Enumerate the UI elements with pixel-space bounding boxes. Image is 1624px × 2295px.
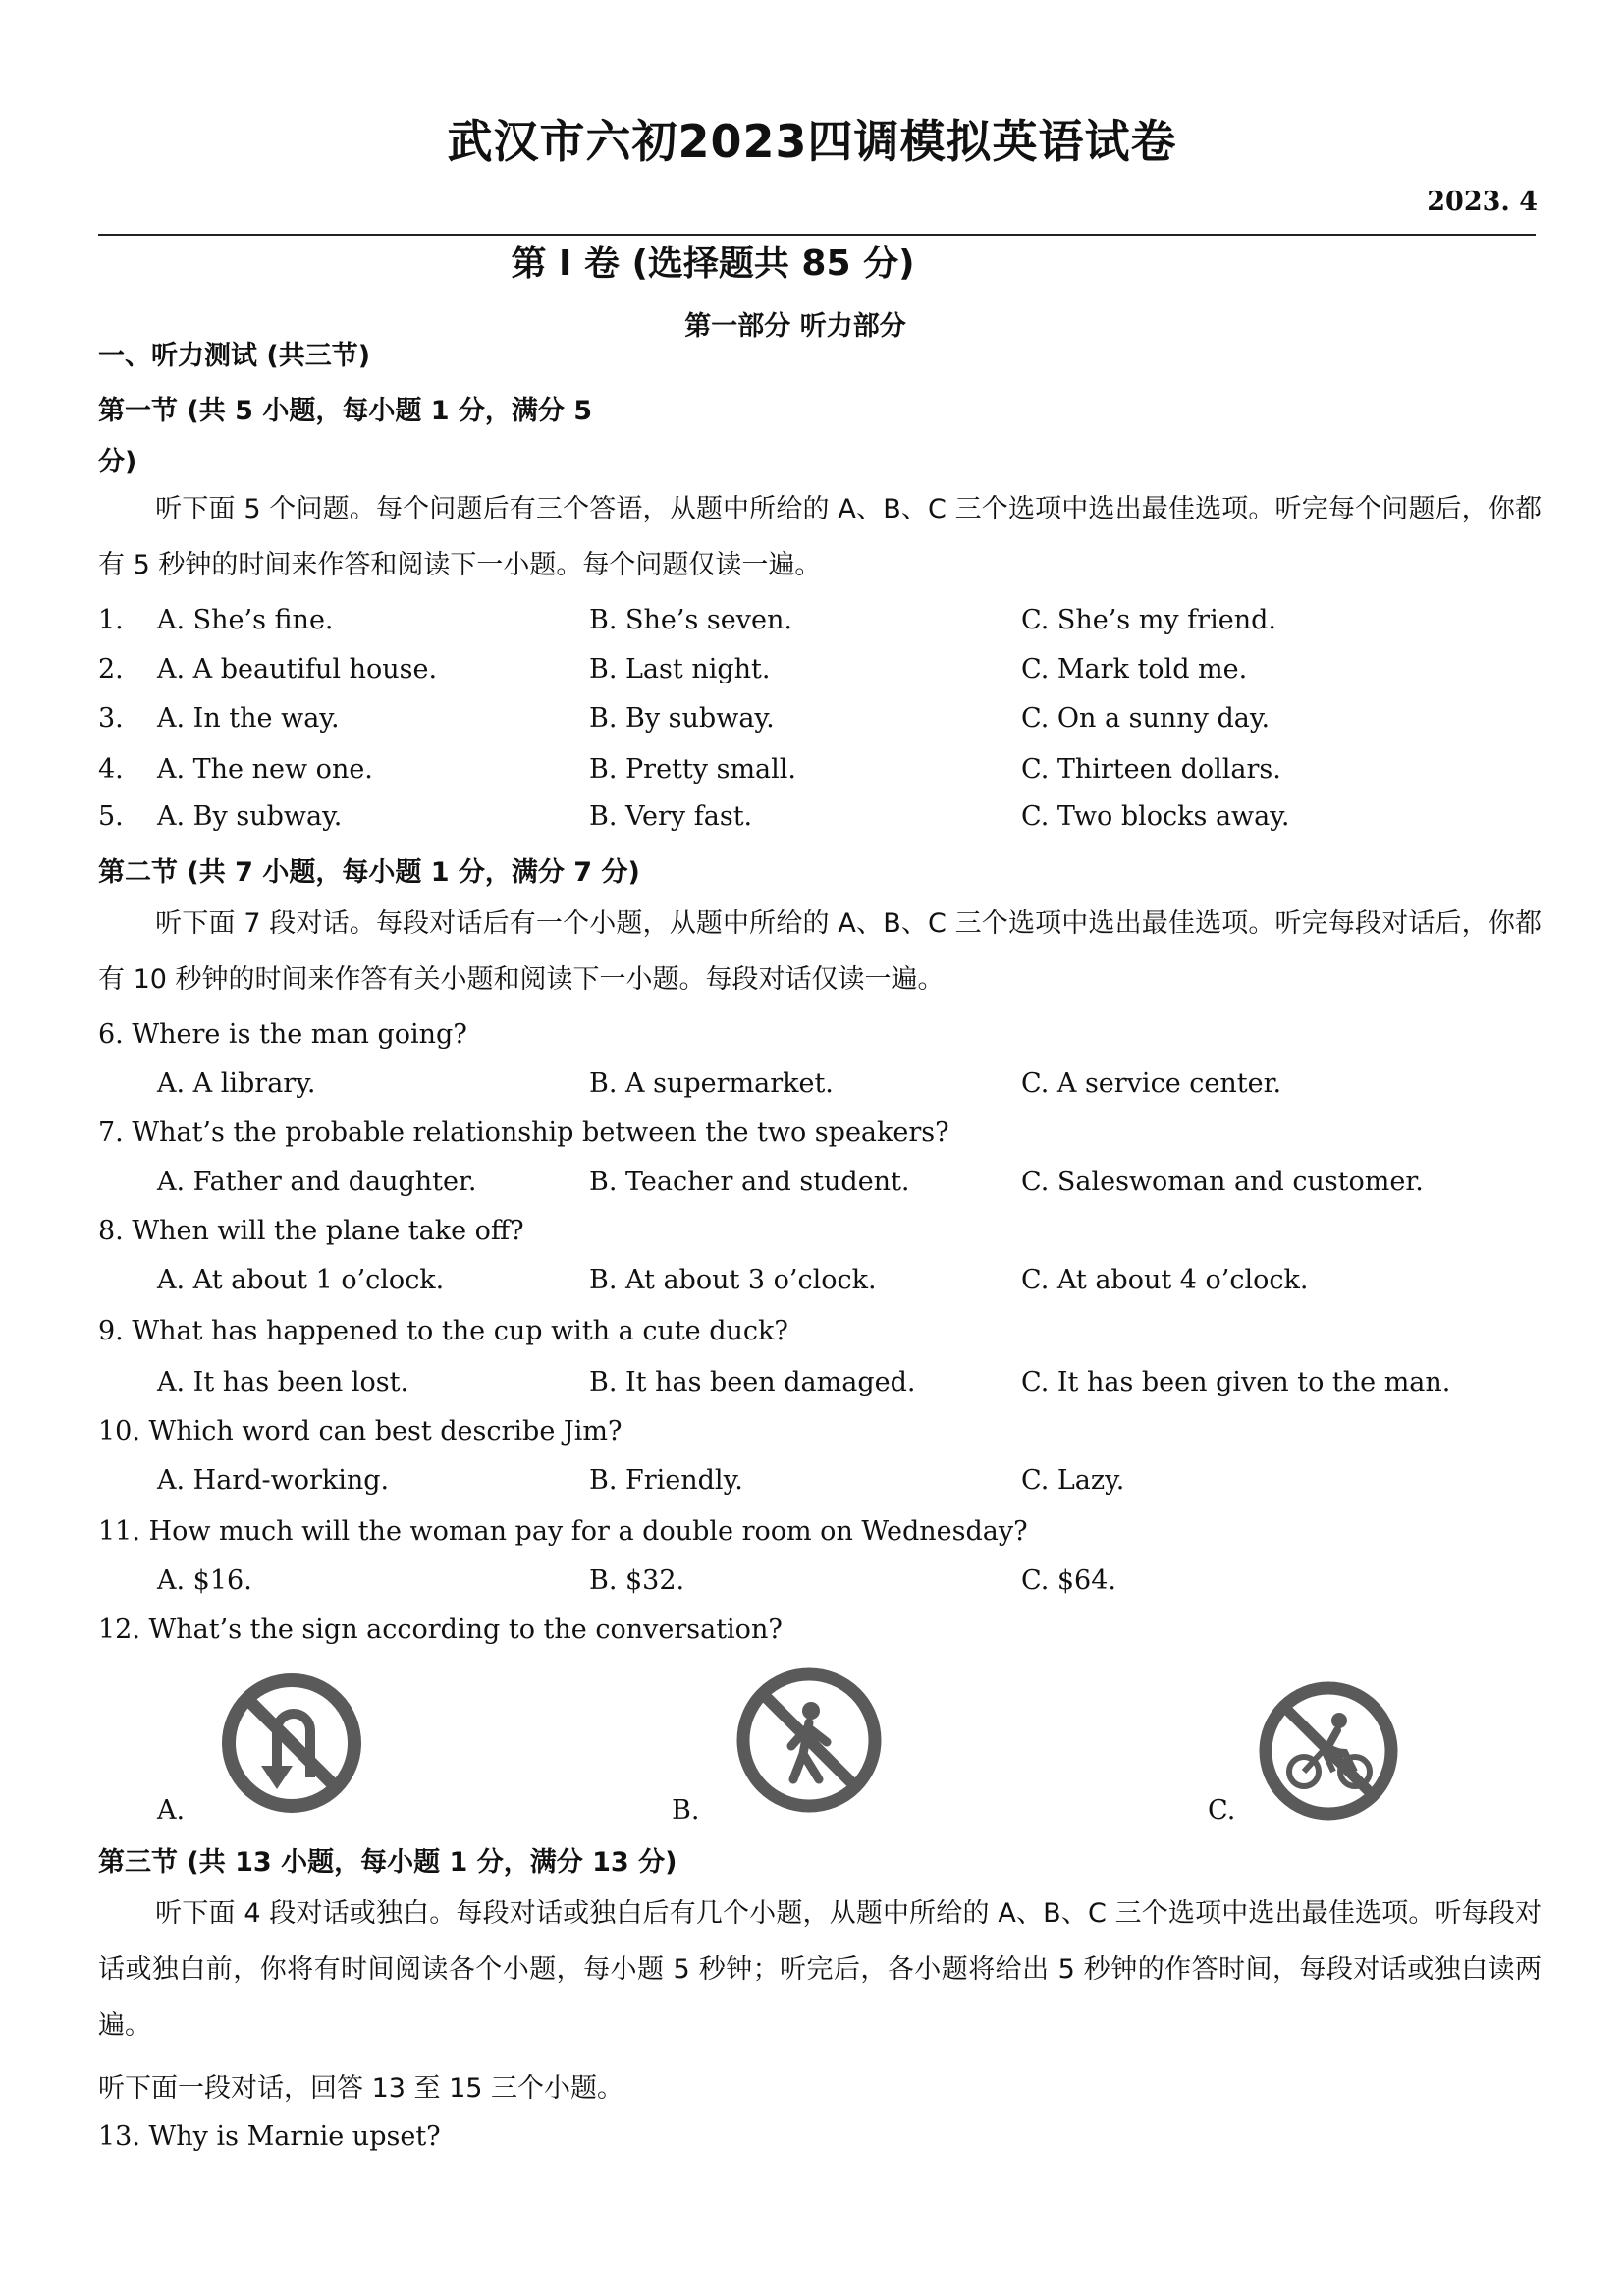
exam-date: 2023. 4 [1427,187,1538,217]
part1-instructions-text: 听下面 5 个问题。每个问题后有三个答语，从题中所给的 A、B、C 三个选项中选出最佳选项。听完每个问题后，你都有 5 秒钟的时间来作答和阅读下一小题。每个问题仅读一遍。 [98,494,1542,580]
q13-stem: 13. Why is Marnie upset? [98,2121,441,2152]
q6-stem: 6. Where is the man going? [98,1019,467,1050]
part-title: 第一部分 听力部分 [684,311,906,342]
q4-number: 4. [98,754,124,785]
q10-option-c: C. Lazy. [1021,1465,1125,1496]
q6-option-a: A. A library. [157,1068,316,1099]
q10-option-a: A. Hard-working. [157,1465,390,1496]
no-cycling-sign-icon [1255,1677,1402,1825]
part2-heading: 第二节 (共 7 小题，每小题 1 分，满分 7 分) [98,857,640,888]
q1-option-c: C. She’s my friend. [1021,605,1276,635]
q2-option-a: A. A beautiful house. [157,654,438,684]
q7-option-a: A. Father and daughter. [157,1167,477,1197]
part1-instructions [98,481,1542,593]
part1-heading-line1: 第一节 (共 5 小题，每小题 1 分，满分 5 [98,396,593,426]
q5-option-a: A. By subway. [157,801,343,832]
q11-option-c: C. $64. [1021,1565,1116,1596]
q3-option-c: C. On a sunny day. [1021,703,1271,734]
q5-option-b: B. Very fast. [589,801,753,832]
q7-stem: 7. What’s the probable relationship between the two speakers? [98,1118,949,1148]
part2-instructions [98,896,1542,1008]
part2-instructions-text: 听下面 7 段对话。每段对话后有一个小题，从题中所给的 A、B、C 三个选项中选出最佳选项。听完每段对话后，你都有 10 秒钟的时间来作答有关小题和阅读下一小题。每段对话仅读一遍。 [98,908,1542,995]
q1-number: 1. [98,605,124,635]
q9-stem: 9. What has happened to the cup with a cute duck? [98,1316,788,1346]
q1-option-b: B. She’s seven. [589,605,792,635]
q9-option-a: A. It has been lost. [157,1367,409,1397]
q2-number: 2. [98,654,124,684]
q8-stem: 8. When will the plane take off? [98,1216,524,1246]
part3-instructions [98,1885,1542,2053]
exam-title: 武汉市六初2023四调模拟英语试卷 [447,115,1177,168]
q9-option-c: C. It has been given to the man. [1021,1367,1451,1397]
part3-heading: 第三节 (共 13 小题，每小题 1 分，满分 13 分) [98,1847,677,1878]
q2-option-c: C. Mark told me. [1021,654,1248,684]
q1-option-a: A. She’s fine. [157,605,334,635]
q8-option-a: A. At about 1 o’clock. [157,1265,445,1295]
q5-option-c: C. Two blocks away. [1021,801,1290,832]
q4-option-b: B. Pretty small. [589,754,797,785]
q11-option-b: B. $32. [589,1565,685,1596]
no-pedestrians-sign-icon [732,1664,886,1817]
q3-number: 3. [98,703,124,734]
q2-option-b: B. Last night. [589,654,771,684]
q10-stem: 10. Which word can best describe Jim? [98,1416,623,1447]
q7-option-c: C. Saleswoman and customer. [1021,1167,1424,1197]
part1-heading-line2: 分) [98,447,137,477]
section-heading: 一、听力测试 (共三节) [98,341,371,371]
q11-stem: 11. How much will the woman pay for a double room on Wednesday? [98,1516,1028,1547]
q10-option-b: B. Friendly. [589,1465,743,1496]
q6-option-c: C. A service center. [1021,1068,1282,1099]
q4-option-c: C. Thirteen dollars. [1021,754,1281,785]
part3-sub-instruction: 听下面一段对话，回答 13 至 15 三个小题。 [98,2073,624,2104]
q7-option-b: B. Teacher and student. [589,1167,910,1197]
q3-option-b: B. By subway. [589,703,775,734]
q6-option-b: B. A supermarket. [589,1068,834,1099]
q8-option-c: C. At about 4 o’clock. [1021,1265,1309,1295]
q12-option-a-label: A. [157,1795,186,1826]
q8-option-b: B. At about 3 o’clock. [589,1265,877,1295]
no-u-turn-sign-icon [218,1669,365,1817]
q4-option-a: A. The new one. [157,754,373,785]
volume-title: 第 I 卷 (选择题共 85 分) [511,244,915,284]
q12-option-b-label: B. [672,1795,700,1826]
q12-option-c-label: C. [1208,1795,1236,1826]
q11-option-a: A. $16. [157,1565,252,1596]
q3-option-a: A. In the way. [157,703,340,734]
q12-stem: 12. What’s the sign according to the conversation? [98,1614,783,1645]
q5-number: 5. [98,801,124,832]
part3-instructions-text: 听下面 4 段对话或独白。每段对话或独白后有几个小题，从题中所给的 A、B、C 三个选项中选出最佳选项。听每段对话或独白前，你将有时间阅读各个小题，每小题 5 秒钟；听完后，各小题将给出 5 秒钟的作答时间，每段对话或独白读两遍。 [98,1898,1542,2041]
q9-option-b: B. It has been damaged. [589,1367,916,1397]
